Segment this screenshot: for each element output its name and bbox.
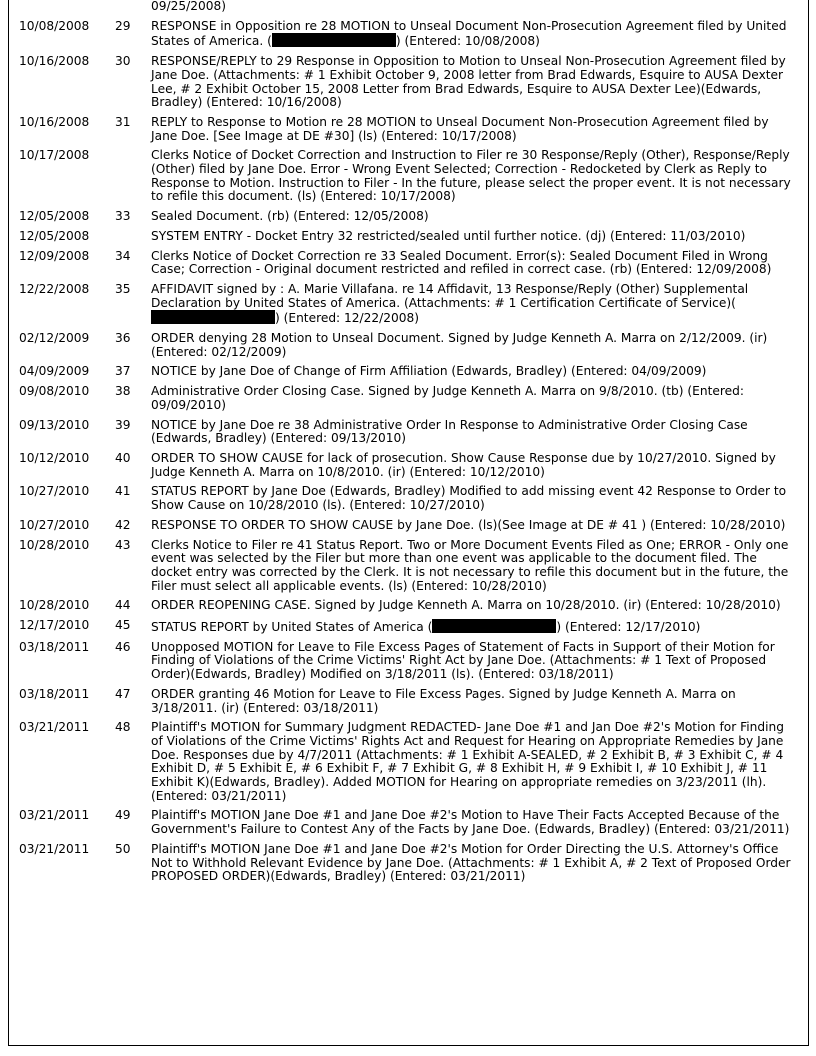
entry-date: 02/12/2009 — [19, 331, 90, 346]
entry-text-segment: ORDER REOPENING CASE. Signed by Judge Kenneth A. Marra on 10/28/2010. (ir) (Entered: 10/28/2010) — [151, 598, 781, 613]
entry-date: 12/05/2008 — [19, 209, 90, 224]
entry-text-segment: NOTICE by Jane Doe of Change of Firm Affiliation (Edwards, Bradley) (Entered: 04/09/2009) — [151, 364, 707, 379]
entry-text-segment: STATUS REPORT by Jane Doe (Edwards, Bradley) Modified to add missing event 42 Response to Order to Show Cause on 10/28/2010 (ls). (Entered: 10/27/2010) — [151, 484, 787, 513]
entry-number: 33 — [115, 209, 131, 224]
entry-text-segment: AFFIDAVIT signed by : A. Marie Villafana. re 14 Affidavit, 13 Response/Reply (Other) Supplemental Declaration by United States of America. (Attachments: # 1 Certification Certificate of Service)( — [151, 281, 749, 310]
entry-text — [151, 55, 808, 116]
docket-entry-row — [9, 485, 808, 518]
docket-entry-row — [9, 843, 808, 890]
entry-number: 48 — [115, 720, 131, 735]
docket-entry-row — [9, 721, 808, 809]
entry-number: 38 — [115, 384, 131, 399]
entry-text-segment: Clerks Notice of Docket Correction re 33 Sealed Document. Error(s): Sealed Document Filed in Wrong Case; Correction - Original document restricted and refiled in correct case. (rb) (Entered: 12/09/2008) — [151, 248, 772, 277]
entry-number — [111, 230, 151, 250]
entry-text — [151, 250, 808, 283]
entry-date: 09/13/2010 — [19, 417, 90, 432]
entry-number: 40 — [115, 450, 131, 465]
entry-text-segment: ORDER granting 46 Motion for Leave to File Excess Pages. Signed by Judge Kenneth A. Marra on 3/18/2011. (ir) (Entered: 03/18/2011) — [151, 686, 736, 715]
entry-text — [151, 20, 808, 55]
entry-date: 10/16/2008 — [19, 114, 90, 129]
entry-number: 45 — [115, 618, 131, 633]
entry-text — [151, 599, 808, 619]
docket-entry-row — [9, 688, 808, 721]
entry-number: 41 — [115, 484, 131, 499]
redaction-block — [151, 310, 275, 324]
docket-entry-row — [9, 419, 808, 452]
entry-date: 10/27/2010 — [19, 517, 90, 532]
entry-text — [151, 641, 808, 688]
entry-text-segment: SYSTEM ENTRY - Docket Entry 32 restricted/sealed until further notice. (dj) (Entered: 11/03/2010) — [151, 228, 746, 243]
docket-entry-row — [9, 283, 808, 332]
entry-text-segment: Plaintiff's MOTION Jane Doe #1 and Jane Doe #2's Motion for Order Directing the U.S. Attorney's Office Not to Withhold Relevant Evidence by Jane Doe. (Attachments: # 1 Exhibit A, # 2 Text of Proposed Order PROPOSED ORDER)(Edwards, Bradley) (Entered: 03/21/2011) — [151, 841, 791, 884]
entry-text-segment: Plaintiff's MOTION for Summary Judgment REDACTED- Jane Doe #1 and Jan Doe #2's Motion for Finding of Violations of the Crime Victims' Rights Act and Request for Hearing on Appropriate Remedies by Jane Doe. Responses due by 4/7/2011 (Attachments: # 1 Exhibit A-SEALED, # 2 Exhibit B, # 3 Exhibit C, # 4 Exhibit D, # 5 Exhibit E, # 6 Exhibit F, # 7 Exhibit G, # 8 Exhibit H, # 9 Exhibit I, # 10 Exhibit J, # 11 Exhibit K)(Edwards, Bradley). Added MOTION for Hearing on appropriate remedies on 3/23/2011 (lh). (Entered: 03/21/2011) — [151, 720, 784, 803]
entry-number: 46 — [115, 639, 131, 654]
entry-text — [151, 149, 808, 210]
entry-number: 49 — [115, 808, 131, 823]
entry-text — [151, 688, 808, 721]
docket-entry-row — [9, 519, 808, 539]
entry-text — [151, 210, 808, 230]
entry-text-segment: Unopposed MOTION for Leave to File Excess Pages of Statement of Facts in Support of their Motion for Finding of Violations of the Crime Victims' Right Act by Jane Doe. (Attachments: # 1 Text of Proposed Order)(Edwards, Bradley) Modified on 3/18/2011 (ls). (Entered: 03/18/2011) — [151, 639, 775, 682]
continuation-row — [9, 0, 808, 20]
entry-date: 03/18/2011 — [19, 639, 90, 654]
entry-text-segment: Clerks Notice of Docket Correction and Instruction to Filer re 30 Response/Reply (Other), Response/Reply (Other) filed by Jane Doe. Error - Wrong Event Selected; Correction - Redocketed by Clerk as Reply to Response to Motion. Instruction to Filer - In the future, please select the proper event. It is not necessary to refile this document. (ls) (Entered: 10/17/2008) — [151, 148, 791, 204]
entry-text-segment: ) (Entered: 12/17/2010) — [556, 620, 701, 635]
entry-date: 10/17/2008 — [19, 148, 90, 163]
entry-text — [151, 283, 808, 332]
entry-number: 50 — [115, 841, 131, 856]
entry-date: 10/28/2010 — [19, 537, 90, 552]
entry-text-segment: ) (Entered: 10/08/2008) — [395, 34, 540, 49]
entry-text — [151, 619, 808, 641]
entry-text — [151, 843, 808, 890]
docket-entry-row — [9, 250, 808, 283]
entry-text-segment: Plaintiff's MOTION Jane Doe #1 and Jane Doe #2's Motion to Have Their Facts Accepted Because of the Government's Failure to Contest Any of the Facts by Jane Doe. (Edwards, Bradley) (Entered: 03/21/2011) — [151, 808, 790, 837]
entry-text-segment: STATUS REPORT by United States of America ( — [151, 620, 433, 635]
entry-date: 10/08/2008 — [19, 18, 90, 33]
docket-entry-row — [9, 116, 808, 149]
docket-entry-row — [9, 365, 808, 385]
docket-entry-row — [9, 230, 808, 250]
entry-date: 10/27/2010 — [19, 484, 90, 499]
entry-number: 47 — [115, 686, 131, 701]
docket-entry-row — [9, 149, 808, 210]
entry-number: 35 — [115, 281, 131, 296]
entry-text-segment: ) (Entered: 12/22/2008) — [275, 311, 420, 326]
entry-text-segment: ORDER denying 28 Motion to Unseal Document. Signed by Judge Kenneth A. Marra on 2/12/2009. (ir) (Entered: 02/12/2009) — [151, 331, 768, 359]
redaction-block — [272, 33, 396, 47]
entry-date: 03/21/2011 — [19, 841, 90, 856]
entry-date: 03/21/2011 — [19, 720, 90, 735]
entry-text-segment: Sealed Document. (rb) (Entered: 12/05/2008) — [151, 209, 429, 224]
redaction-block — [432, 619, 556, 633]
entry-number: 44 — [115, 598, 131, 613]
entry-date: 12/05/2008 — [19, 228, 90, 243]
continuation-text: 09/25/2008) — [151, 0, 226, 13]
docket-entry-row — [9, 55, 808, 116]
docket-table-frame — [8, 0, 809, 1046]
entry-text — [151, 721, 808, 809]
entry-text — [151, 116, 808, 149]
docket-entry-row — [9, 641, 808, 688]
entry-text-segment: Clerks Notice to Filer re 41 Status Report. Two or More Document Events Filed as One; ERROR - Only one event was selected by the Filer but more than one event was applicable to the document filed. The docket entry was corrected by the Clerk. It is not necessary to refile this document but in the future, the Filer must select all applicable events. (ls) (Entered: 10/28/2010) — [151, 537, 789, 593]
entry-text — [151, 419, 808, 452]
docket-entry-row — [9, 539, 808, 600]
entry-date: 10/16/2008 — [19, 54, 90, 69]
entry-date: 10/28/2010 — [19, 598, 90, 613]
entry-number: 37 — [115, 364, 131, 379]
entry-text — [151, 539, 808, 600]
docket-table — [9, 0, 808, 890]
entry-date: 12/22/2008 — [19, 281, 90, 296]
entry-number: 30 — [115, 54, 131, 69]
entry-text-segment: Administrative Order Closing Case. Signed by Judge Kenneth A. Marra on 9/8/2010. (tb) (Entered: 09/09/2010) — [151, 384, 744, 412]
entry-number: 31 — [115, 114, 131, 129]
entry-text-segment: RESPONSE in Opposition re 28 MOTION to Unseal Document Non-Prosecution Agreement filed by United States of America. ( — [151, 18, 787, 49]
entry-date: 04/09/2009 — [19, 364, 90, 379]
entry-number: 39 — [115, 417, 131, 432]
docket-entry-row — [9, 809, 808, 842]
docket-entry-row — [9, 332, 808, 365]
entry-date: 12/09/2008 — [19, 248, 90, 263]
entry-text-segment: ORDER TO SHOW CAUSE for lack of prosecution. Show Cause Response due by 10/27/2010. Signed by Judge Kenneth A. Marra on 10/8/2010. (ir) (Entered: 10/12/2010) — [151, 450, 776, 479]
entry-text-segment: REPLY to Response to Motion re 28 MOTION to Unseal Document Non-Prosecution Agreement filed by Jane Doe. [See Image at DE #30] (ls) (Entered: 10/17/2008) — [151, 114, 769, 143]
docket-entry-row — [9, 210, 808, 230]
entry-date: 09/08/2010 — [19, 384, 90, 399]
entry-text — [151, 485, 808, 518]
docket-entry-row — [9, 452, 808, 485]
docket-entry-row — [9, 385, 808, 418]
docket-entry-row — [9, 619, 808, 641]
entry-text-segment: NOTICE by Jane Doe re 38 Administrative Order In Response to Administrative Order Closing Case (Edwards, Bradley) (Entered: 09/13/2010) — [151, 417, 748, 446]
entry-date: 03/18/2011 — [19, 686, 90, 701]
entry-text — [151, 385, 808, 418]
entry-number — [111, 149, 151, 210]
entry-text — [151, 365, 808, 385]
entry-number: 34 — [115, 248, 131, 263]
entry-date: 10/12/2010 — [19, 450, 90, 465]
entry-number: 43 — [115, 537, 131, 552]
entry-text — [151, 230, 808, 250]
entry-number: 36 — [115, 331, 131, 346]
docket-entry-row — [9, 20, 808, 55]
entry-text — [151, 809, 808, 842]
entry-date: 03/21/2011 — [19, 808, 90, 823]
entry-number: 29 — [115, 18, 131, 33]
entry-number: 42 — [115, 517, 131, 532]
entry-text-segment: RESPONSE/REPLY to 29 Response in Opposition to Motion to Unseal Non-Prosecution Agreement filed by Jane Doe. (Attachments: # 1 Exhibit October 9, 2008 letter from Brad Edwards, Esquire to AUSA Dexter Lee, # 2 Exhibit October 15, 2008 Letter from Brad Edwards, Esquire to AUSA Dexter Lee)(Edwards, Bradley) (Entered: 10/16/2008) — [151, 54, 786, 110]
entry-text — [151, 452, 808, 485]
entry-date: 12/17/2010 — [19, 618, 90, 633]
entry-text-segment: RESPONSE TO ORDER TO SHOW CAUSE by Jane Doe. (ls)(See Image at DE # 41 ) (Entered: 10/28/2010) — [151, 517, 786, 532]
entry-text — [151, 332, 808, 365]
docket-entry-row — [9, 599, 808, 619]
entry-text — [151, 519, 808, 539]
